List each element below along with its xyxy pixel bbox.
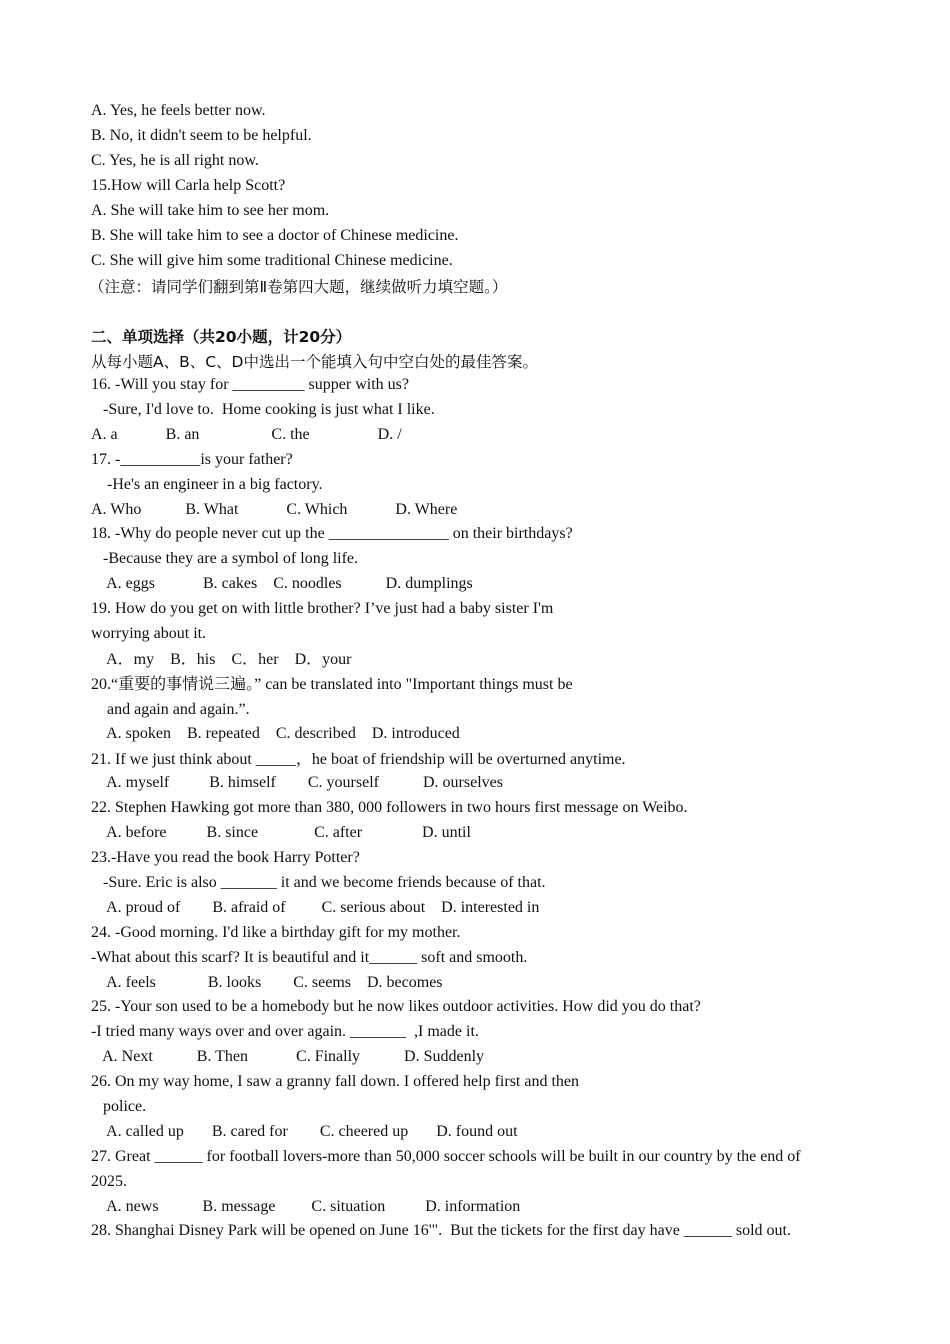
q14-option-a: A. Yes, he feels better now. — [91, 102, 266, 119]
q27-line-2: 2025. — [91, 1173, 127, 1190]
q16-line-2: -Sure, I'd love to. Home cooking is just what I like. — [91, 401, 435, 418]
q24-line-2: -What about this scarf? It is beautiful and it______ soft and smooth. — [91, 949, 528, 966]
q14-option-b: B. No, it didn't seem to be helpful. — [91, 127, 312, 144]
q26-line-1: 26. On my way home, I saw a granny fall down. I offered help first and then — [91, 1073, 580, 1090]
q14-option-c: C. Yes, he is all right now. — [91, 152, 259, 169]
q17-line-1: 17. -__________is your father? — [91, 451, 293, 468]
q17-line-2: -He's an engineer in a big factory. — [91, 476, 323, 493]
q19-options: A．my B．his C．her D．your — [91, 651, 352, 668]
q23-line-1: 23.-Have you read the book Harry Potter? — [91, 849, 360, 866]
q21-options: A. myself B. himself C. yourself D. ourselves — [91, 774, 503, 791]
section-heading: 二、单项选择（共20小题，计20分） — [91, 328, 352, 346]
q17-options: A. Who B. What C. Which D. Where — [91, 501, 458, 518]
section-instructions: 从每小题A、B、C、D中选出一个能填入句中空白处的最佳答案。 — [91, 353, 538, 371]
q16-line-1: 16. -Will you stay for _________ supper with us? — [91, 376, 409, 393]
q21-question: 21. If we just think about _____，he boat of friendship will be overturned anytime. — [91, 751, 626, 768]
q20-line-2: and again and again.”. — [91, 701, 250, 718]
q16-options: A. a B. an C. the D. / — [91, 426, 402, 443]
q24-options: A. feels B. looks C. seems D. becomes — [91, 974, 443, 991]
q20-options: A. spoken B. repeated C. described D. introduced — [91, 725, 460, 742]
q15-option-c: C. She will give him some traditional Chinese medicine. — [91, 252, 453, 269]
q26-options: A. called up B. cared for C. cheered up D. found out — [91, 1123, 518, 1140]
q18-line-2: -Because they are a symbol of long life. — [91, 550, 359, 567]
q25-line-1: 25. -Your son used to be a homebody but he now likes outdoor activities. How did you do that? — [91, 998, 701, 1015]
q25-line-2: -I tried many ways over and over again. _______ ,I made it. — [91, 1023, 479, 1040]
q24-line-1: 24. -Good morning. I'd like a birthday gift for my mother. — [91, 924, 461, 941]
q18-line-1: 18. -Why do people never cut up the _______________ on their birthdays? — [91, 525, 573, 542]
q23-line-2: -Sure. Eric is also _______ it and we become friends because of that. — [91, 874, 546, 891]
q19-line-2: worrying about it. — [91, 625, 207, 642]
listening-note: （注意：请同学们翻到第Ⅱ卷第四大题，继续做听力填空题。） — [89, 278, 508, 296]
q26-line-2: police. — [91, 1098, 147, 1115]
q23-options: A. proud of B. afraid of C. serious about D. interested in — [91, 899, 540, 916]
q18-options: A. eggs B. cakes C. noodles D. dumplings — [91, 575, 473, 592]
q15-option-b: B. She will take him to see a doctor of Chinese medicine. — [91, 227, 459, 244]
q25-options: A. Next B. Then C. Finally D. Suddenly — [91, 1048, 485, 1065]
q19-line-1: 19. How do you get on with little brother? I’ve just had a baby sister I'm — [91, 600, 554, 617]
q27-line-1: 27. Great ______ for football lovers-more than 50,000 soccer schools will be built in our country by the end of — [91, 1148, 801, 1165]
q22-question: 22. Stephen Hawking got more than 380, 000 followers in two hours first message on Weibo. — [91, 799, 688, 816]
q20-line-1: 20.“重要的事情说三遍。” can be translated into "Important things must be — [91, 676, 573, 693]
q15-option-a: A. She will take him to see her mom. — [91, 202, 330, 219]
q27-options: A. news B. message C. situation D. information — [91, 1198, 521, 1215]
q28-question: 28. Shanghai Disney Park will be opened on June 16'". But the tickets for the first day have ______ sold out. — [91, 1222, 791, 1239]
q22-options: A. before B. since C. after D. until — [91, 824, 471, 841]
q15-question: 15.How will Carla help Scott? — [91, 177, 286, 194]
